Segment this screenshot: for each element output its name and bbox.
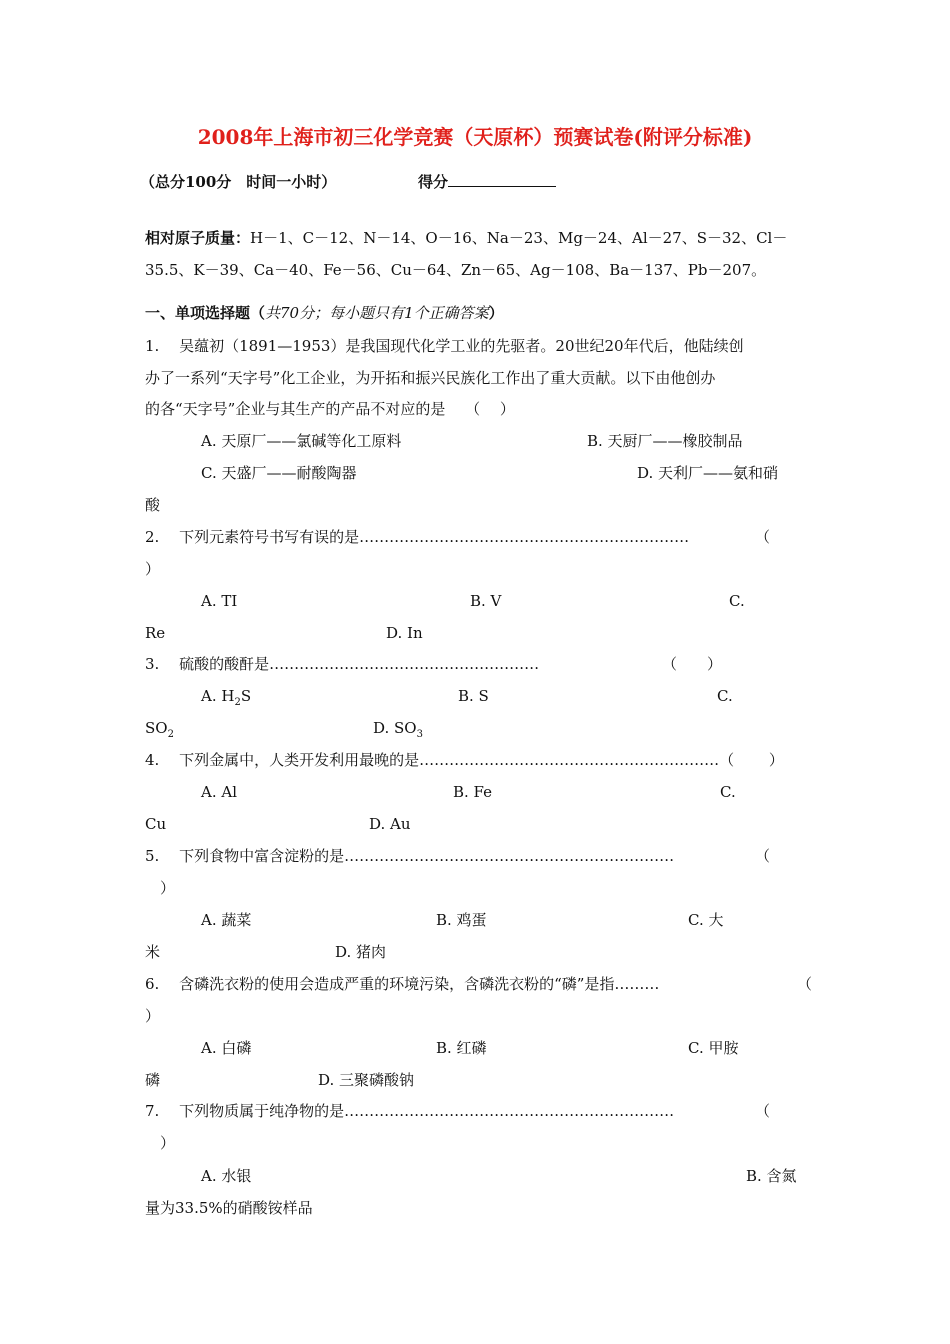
section-heading-label: 一、单项选择题（ xyxy=(145,304,266,322)
q3-option-c-sub: 2 xyxy=(167,729,174,740)
q4-option-b: B. Fe xyxy=(453,783,493,801)
section-heading-close: ） xyxy=(488,304,504,322)
q7-option-b-cont: 量为33.5%的硝酸铵样品 xyxy=(145,1199,313,1217)
q5-answer-paren-close: ） xyxy=(160,879,176,897)
q6-option-d: D. 三聚磷酸钠 xyxy=(318,1071,415,1089)
q4-option-c: C. xyxy=(720,783,736,801)
page-title: 2008年上海市初三化学竞赛（天原杯）预赛试卷(附评分标准) xyxy=(197,125,753,149)
q6-option-a: A. 白磷 xyxy=(201,1039,252,1057)
q2-option-c-cont: Re xyxy=(145,624,166,642)
q3-option-d-pre: D. SO xyxy=(373,719,417,737)
q5-option-c: C. 大 xyxy=(688,911,724,929)
q5-option-b: B. 鸡蛋 xyxy=(436,911,487,929)
q5-option-c-cont: 米 xyxy=(145,943,161,961)
q1-option-c: C. 天盛厂——耐酸陶器 xyxy=(201,464,357,482)
q2-stem: 2. 下列元素符号书写有误的是………………………………………………………… xyxy=(145,528,690,546)
q4-option-c-cont: Cu xyxy=(145,815,167,833)
q7-stem: 7. 下列物质属于纯净物的是………………………………………………………… xyxy=(145,1102,675,1120)
q1-stem-line-3: 的各“天字号”企业与其生产的产品不对应的是 （ ） xyxy=(145,400,515,418)
q2-option-c: C. xyxy=(729,592,745,610)
q1-option-b: B. 天厨厂——橡胶制品 xyxy=(587,432,743,450)
q6-answer-paren-open: （ xyxy=(797,975,813,993)
q2-option-d: D. In xyxy=(386,624,423,642)
q5-stem: 5. 下列食物中富含淀粉的是………………………………………………………… xyxy=(145,847,675,865)
q1-option-d: D. 天利厂——氨和硝 xyxy=(637,464,779,482)
atomic-mass-label: 相对原子质量： xyxy=(145,229,251,247)
q1-stem-line-2: 办了一系列“天字号”化工企业，为开拓和振兴民族化工作出了重大贡献。以下由他创办 xyxy=(145,369,716,387)
q4-option-a: A. Al xyxy=(201,783,237,801)
section-heading xyxy=(145,303,504,323)
q4-option-d: D. Au xyxy=(369,815,411,833)
q7-option-a: A. 水银 xyxy=(201,1167,252,1185)
q2-answer-paren-close: ） xyxy=(145,560,161,578)
section-heading-note: 共70分；每小题只有1个正确答案 xyxy=(265,304,489,322)
q6-option-c: C. 甲胺 xyxy=(688,1039,739,1057)
q3-option-c-pre: SO xyxy=(145,719,168,737)
q7-option-b: B. 含氮 xyxy=(746,1167,797,1185)
q3-option-c-cont xyxy=(145,718,174,745)
q3-option-c: C. xyxy=(717,687,733,705)
q1-stem-line-1: 1. 吴蕴初（1891—1953）是我国现代化学工业的先驱者。20世纪20年代后，他陆续创 xyxy=(145,337,744,355)
q6-answer-paren-close: ） xyxy=(145,1007,161,1025)
score-label: 得分 xyxy=(418,173,449,191)
q6-stem: 6. 含磷洗衣粉的使用会造成严重的环境污染，含磷洗衣粉的“磷”是指……… xyxy=(145,975,660,993)
q2-answer-paren-open: （ xyxy=(755,528,771,546)
q3-option-d xyxy=(373,718,423,745)
q2-option-b: B. V xyxy=(470,592,502,610)
atomic-mass-line-2: 35.5、K－39、Ca－40、Fe－56、Cu－64、Zn－65、Ag－108、Ba－137、Pb－207。 xyxy=(145,261,767,279)
q5-option-a: A. 蔬菜 xyxy=(201,911,252,929)
q5-answer-paren-open: （ xyxy=(755,847,771,865)
q2-option-a: A. TI xyxy=(201,592,238,610)
atomic-mass-line-1 xyxy=(145,228,787,248)
q7-answer-paren-close: ） xyxy=(160,1134,176,1152)
q7-answer-paren-open: （ xyxy=(755,1102,771,1120)
q4-stem: 4. 下列金属中，人类开发利用最晚的是……………………………………………………（ ） xyxy=(145,751,784,769)
q3-answer-paren: （ ） xyxy=(662,655,723,673)
q1-option-d-cont: 酸 xyxy=(145,496,161,514)
score-field xyxy=(418,172,556,192)
q6-option-b: B. 红磷 xyxy=(436,1039,487,1057)
q6-option-c-cont: 磷 xyxy=(145,1071,161,1089)
q5-option-d: D. 猪肉 xyxy=(335,943,387,961)
score-blank xyxy=(448,172,556,187)
q3-option-b: B. S xyxy=(458,687,489,705)
q3-option-a-pre: A. H xyxy=(201,687,235,705)
q3-option-a xyxy=(201,686,251,713)
q3-option-a-sub: 2 xyxy=(234,697,241,708)
q1-option-a: A. 天原厂——氯碱等化工原料 xyxy=(201,432,402,450)
q3-stem: 3. 硫酸的酸酐是……………………………………………… xyxy=(145,655,540,673)
exam-meta-total: （总分100分 时间一小时） xyxy=(140,173,337,191)
q3-option-d-sub: 3 xyxy=(416,729,423,740)
q3-option-a-post: S xyxy=(240,687,252,705)
atomic-mass-values-1: H－1、C－12、N－14、O－16、Na－23、Mg－24、Al－27、S－32、Cl－ xyxy=(250,229,788,247)
